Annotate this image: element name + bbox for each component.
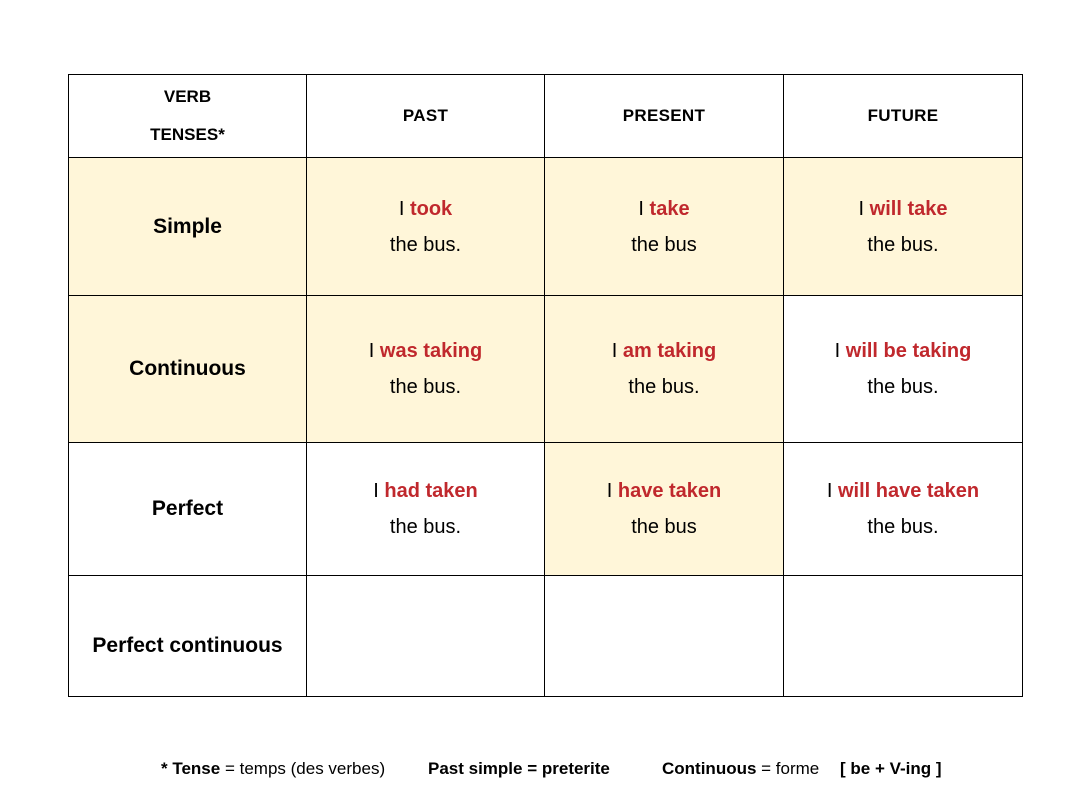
example-cell-future-simple <box>784 158 1023 296</box>
row-label-cell: Simple <box>69 158 307 296</box>
object: the bus <box>631 516 697 538</box>
object: the bus <box>631 233 697 256</box>
table-row-perfect-continuous <box>69 576 1023 697</box>
object: the bus. <box>867 376 939 398</box>
verb-form: take <box>649 197 690 220</box>
empty-cell-present-perfect-continuous <box>545 576 784 697</box>
example-cell-present-continuous <box>545 296 784 443</box>
object: the bus. <box>628 376 700 398</box>
subject: I <box>368 340 375 362</box>
example-cell-past-perfect <box>307 443 545 576</box>
object: the bus. <box>389 233 462 256</box>
tense-footnote: * Tense = temps (des verbes) <box>161 759 386 778</box>
verb-form: have taken <box>617 480 722 502</box>
subject: I <box>373 480 379 502</box>
row-label-cell: Continuous <box>69 296 307 443</box>
corner-header-cell <box>69 75 307 158</box>
table-row-perfect <box>69 443 1023 576</box>
object: the bus. <box>867 516 939 538</box>
column-header-future: FUTURE <box>784 75 1023 158</box>
subject: I <box>826 480 833 502</box>
column-header-past: PAST <box>307 75 545 158</box>
column-header-present: PRESENT <box>545 75 784 158</box>
example-cell-present-perfect <box>545 443 784 576</box>
subject: I <box>606 480 613 502</box>
subject: I <box>834 340 841 362</box>
subject: I <box>858 197 865 220</box>
verb-form: took <box>409 197 453 220</box>
verb-form: will be taking <box>845 340 972 362</box>
row-label-cell: Perfect continuous <box>69 576 307 697</box>
empty-cell-past-perfect-continuous <box>307 576 545 697</box>
example-cell-present-simple <box>545 158 784 296</box>
continuous-form-footnote: [ be + V-ing ] <box>840 759 942 778</box>
verb-form: was taking <box>379 340 483 362</box>
continuous-footnote: Continuous = forme <box>662 759 820 778</box>
verb-form: had taken <box>384 480 478 502</box>
empty-cell-future-perfect-continuous <box>784 576 1023 697</box>
table-row-continuous <box>69 296 1023 443</box>
subject: I <box>638 197 644 220</box>
table-row-simple <box>69 158 1023 296</box>
subject: I <box>398 197 405 220</box>
verb-form: will have taken <box>837 480 980 502</box>
past-simple-footnote: Past simple = preterite <box>428 759 610 778</box>
subject: I <box>611 340 618 362</box>
corner-label-line2: TENSES* <box>150 125 225 144</box>
corner-label-line1: VERB <box>163 87 212 106</box>
verb-form: am taking <box>622 340 717 362</box>
row-label-cell: Perfect <box>69 443 307 576</box>
verb-form: will take <box>869 197 948 220</box>
example-cell-future-perfect <box>784 443 1023 576</box>
object: the bus. <box>389 376 462 398</box>
example-cell-past-continuous <box>307 296 545 443</box>
object: the bus. <box>389 516 462 538</box>
example-cell-future-continuous <box>784 296 1023 443</box>
verb-tenses-table <box>68 74 1023 697</box>
object: the bus. <box>867 233 939 256</box>
header-row <box>69 75 1023 158</box>
example-cell-past-simple <box>307 158 545 296</box>
